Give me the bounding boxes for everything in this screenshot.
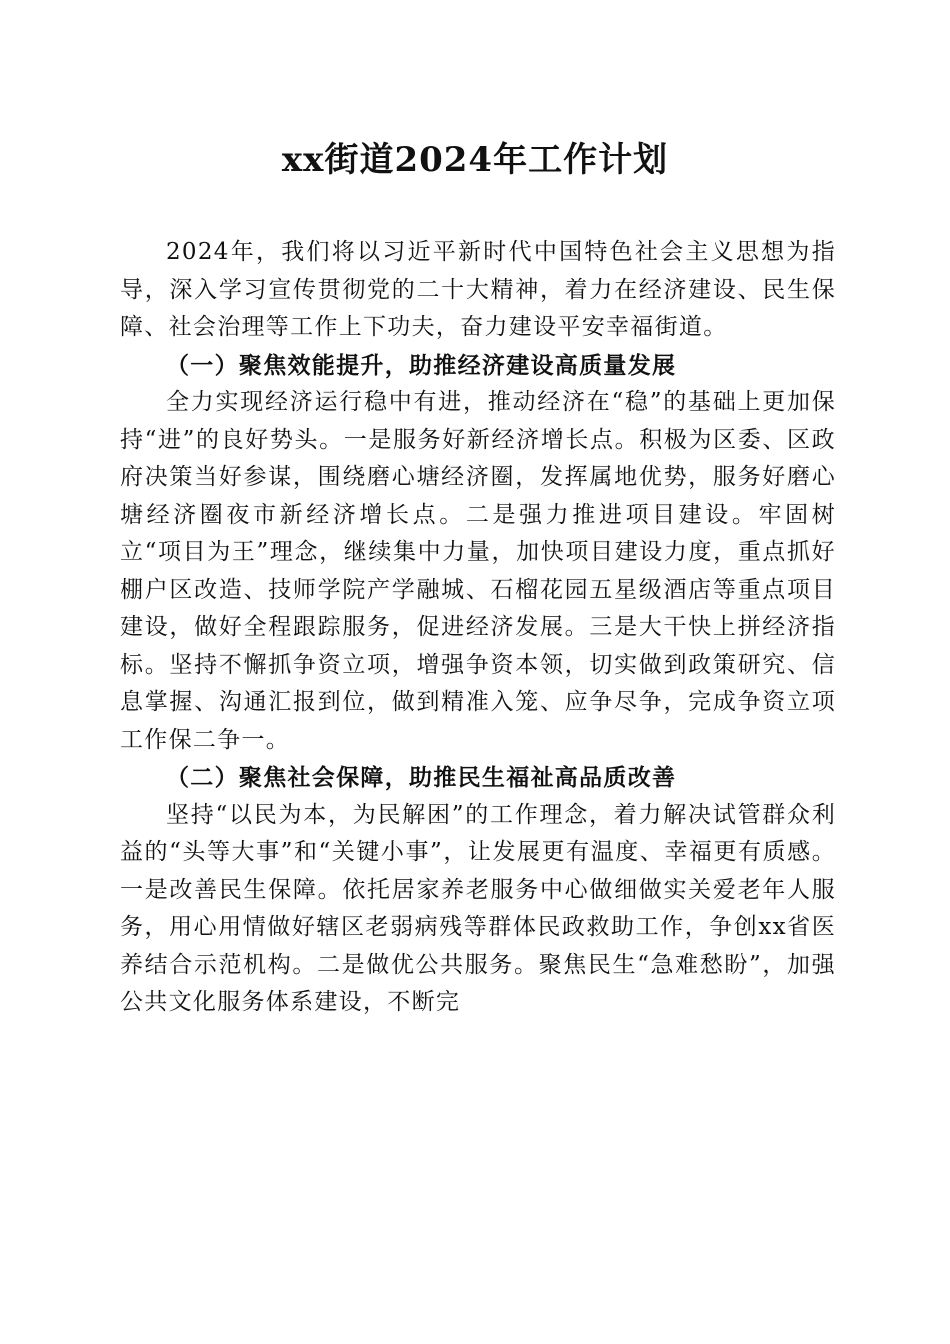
section-2-heading: （二）聚焦社会保障，助推民生福祉高品质改善 xyxy=(166,764,677,791)
document-title: xx街道2024年工作计划 xyxy=(281,140,669,180)
section-1-paragraph: 全力实现经济运行稳中有进，推动经济在“稳”的基础上更加保持“进”的良好势头。一是服务好新经济增长点。积极为区委、区政府决策当好参谋，围绕磨心塘经济圈，发挥属地优势，服务好磨心塘经济圈夜市新经济增长点。二是强力推进项目建设。牢固树立“项目为王”理念，继续集中力量，加快项目建设力度，重点抓好棚户区改造、技师学院产学融城、石榴花园五星级酒店等重点项目建设，做好全程跟踪服务，促进经济发展。三是大干快上拼经济指标。坚持不懈抓争资立项，增强争资本领，切实做到政策研究、信息掌握、沟通汇报到位，做到精准入笼、应争尽争，完成争资立项工作保二争一。 xyxy=(120,389,836,753)
intro-paragraph: 2024年，我们将以习近平新时代中国特色社会主义思想为指导，深入学习宣传贯彻党的二十大精神，着力在经济建设、民生保障、社会治理等工作上下功夫，奋力建设平安幸福街道。 xyxy=(120,239,836,340)
section-2-paragraph: 坚持“以民为本，为民解困”的工作理念，着力解决试管群众利益的“头等大事”和“关键小事”，让发展更有温度、幸福更有质感。一是改善民生保障。依托居家养老服务中心做细做实关爱老年人服务，用心用情做好辖区老弱病残等群体民政救助工作，争创xx省医养结合示范机构。二是做优公共服务。聚焦民生“急难愁盼”，加强公共文化服务体系建设，不断完 xyxy=(120,801,836,1015)
section-1-heading: （一）聚焦效能提升，助推经济建设高质量发展 xyxy=(166,351,677,379)
document-body xyxy=(120,234,836,1022)
